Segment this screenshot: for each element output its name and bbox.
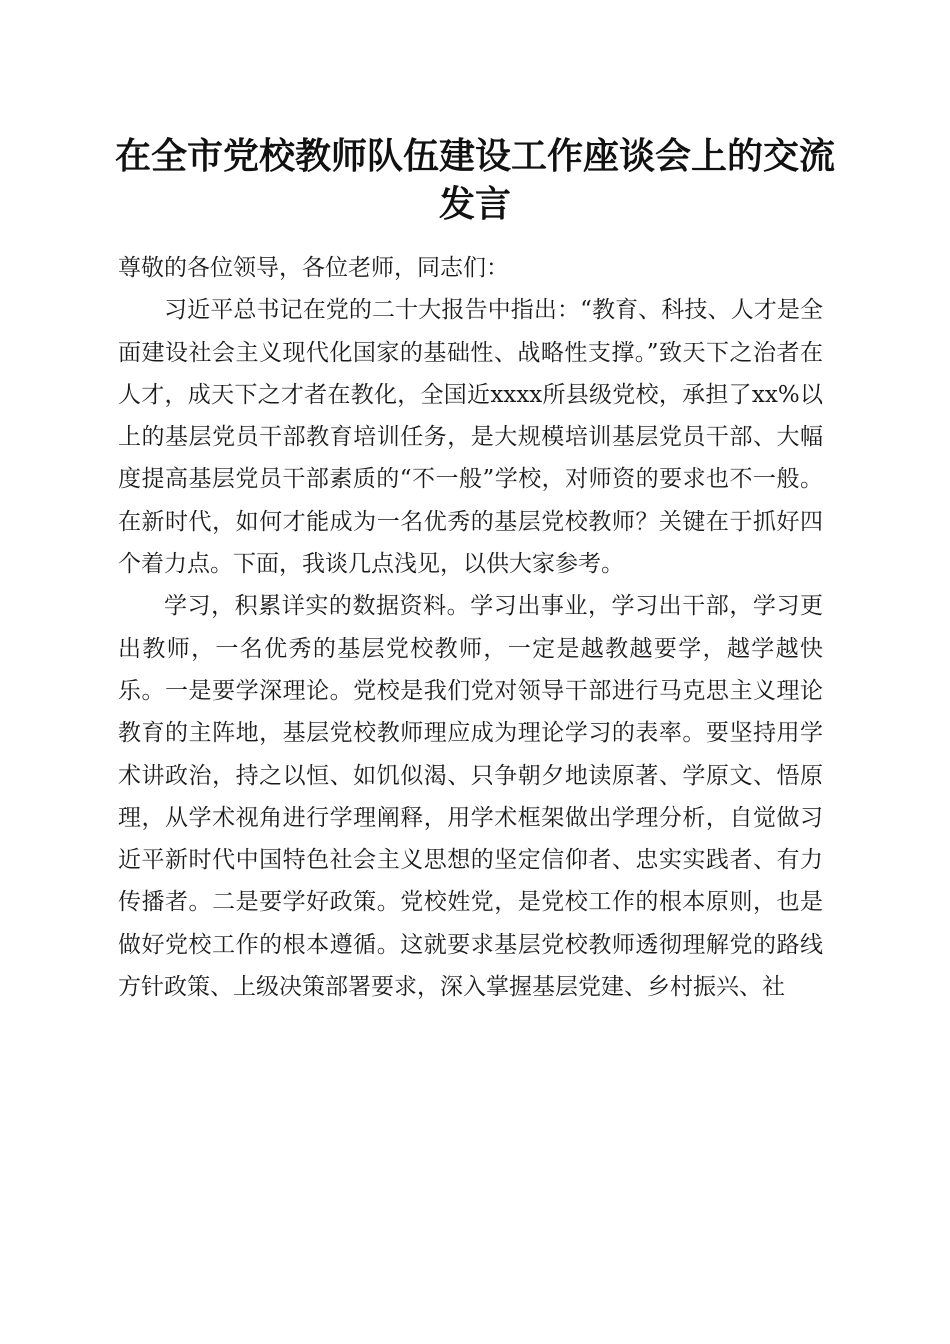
- salutation: 尊敬的各位领导，各位老师，同志们：: [118, 255, 509, 281]
- paragraph: 习近平总书记在党的二十大报告中指出：“教育、科技、人才是全面建设社会主义现代化国家的基础性、战略性支撑。”致天下之治者在人才，成天下之才者在教化，全国近xxxx所县级党校，承担了xx%以上的基层党员干部教育培训任务，是大规模培训基层党员干部、大幅度提高基层党员干部素质的“不一般”学校，对师资的要求也不一般。在新时代，如何才能成为一名优秀的基层党校教师？关键在于抓好四个着力点。下面，我谈几点浅见，以供大家参考。: [118, 297, 823, 578]
- paragraph: 学习，积累详实的数据资料。学习出事业，学习出干部，学习更出教师，一名优秀的基层党校教师，一定是越教越要学，越学越快乐。一是要学深理论。党校是我们党对领导干部进行马克思主义理论教育的主阵地，基层党校教师理应成为理论学习的表率。要坚持用学术讲政治，持之以恒、如饥似渴、只争朝夕地读原著、学原文、悟原理，从学术视角进行学理阐释，用学术框架做出学理分析，自觉做习近平新时代中国特色社会主义思想的坚定信仰者、忠实实践者、有力传播者。二是要学好政策。党校姓党，是党校工作的根本原则，也是做好党校工作的根本遵循。这就要求基层党校教师透彻理解党的路线方针政策、上级决策部署要求，深入掌握基层党建、乡村振兴、社: [118, 593, 823, 1001]
- document-body: [118, 247, 823, 1008]
- document-title: 在全市党校教师队伍建设工作座谈会上的交流发言: [114, 135, 835, 225]
